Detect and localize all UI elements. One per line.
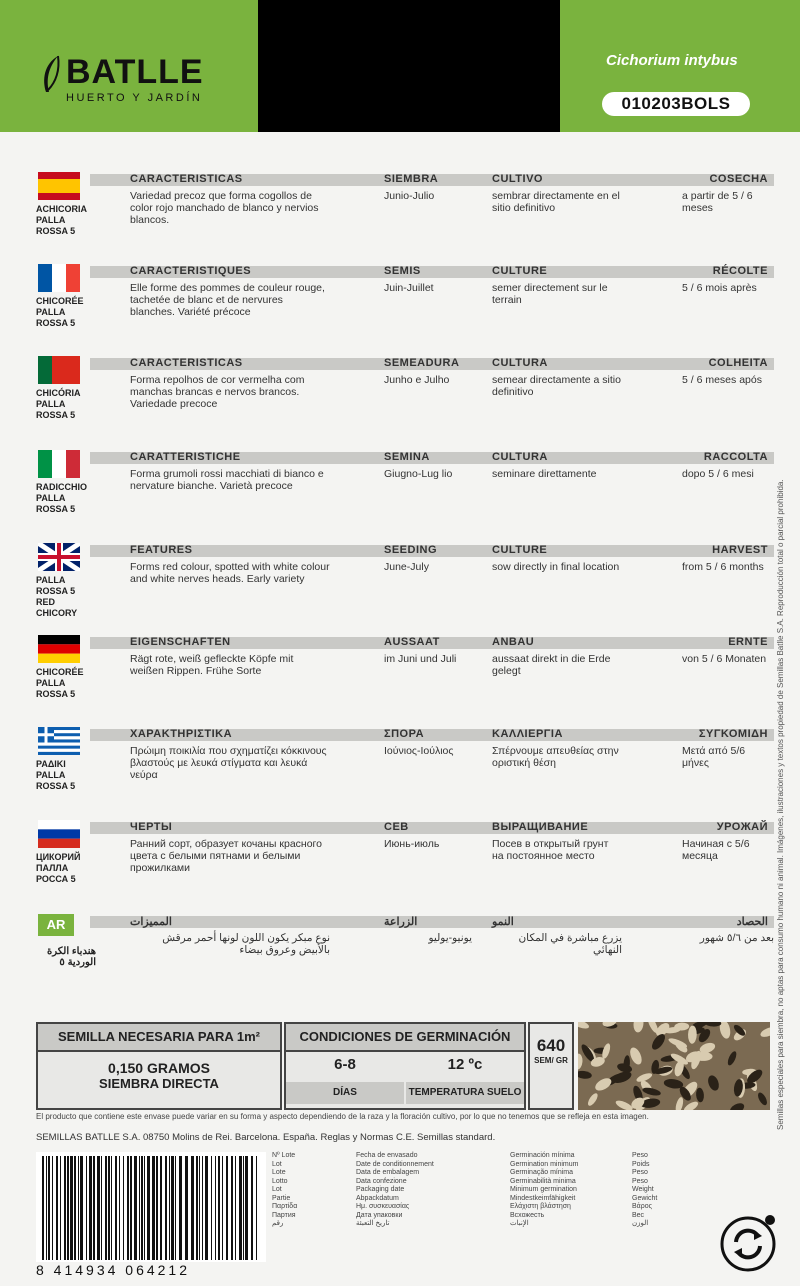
harvest-header: RÉCOLTE — [712, 265, 768, 277]
barcode-bar — [251, 1156, 253, 1260]
flag-pt-icon — [38, 356, 80, 384]
harvest-text: dopo 5 / 6 mesi — [682, 468, 754, 480]
flag-de-icon — [38, 635, 80, 663]
label-item: Παρτίδα — [272, 1203, 298, 1210]
features-header: CARACTERISTICAS — [130, 357, 243, 369]
sowing-box — [36, 1022, 282, 1110]
barcode-bar — [89, 1156, 92, 1260]
barcode-bar — [191, 1156, 194, 1260]
label-column — [632, 1152, 657, 1229]
flag-es-icon — [38, 172, 80, 200]
flag-gr-icon — [38, 727, 80, 755]
sowing-header: SEEDING — [384, 544, 438, 556]
barcode-bar — [111, 1156, 112, 1260]
barcode-bar — [93, 1156, 95, 1260]
barcode-bar — [156, 1156, 158, 1260]
product-name: CHICÓRIA PALLA ROSSA 5 — [36, 388, 81, 420]
barcode-bar — [144, 1156, 145, 1260]
label-item: Peso — [632, 1152, 648, 1159]
seeds-image — [578, 1022, 770, 1110]
features-text: Forma grumoli rossi macchiati di bianco e nervature bianche. Varietà precoce — [130, 468, 324, 492]
cultivation-header: CULTURA — [492, 451, 548, 463]
cultivation-header: CULTIVO — [492, 173, 543, 185]
seeds-per-gram-box — [528, 1022, 574, 1110]
side-legal-text: Semillas especiales para siembra, no aptas para consumo humano ni animal. Imágenes, ilustraciones y textos propiedad de Semillas Batlle S.A. Reproducción total o parcial prohibida. — [776, 479, 785, 1130]
features-header: CARATTERISTICHE — [130, 451, 241, 463]
cultivation-text: aussaat direkt in die Erde gelegt — [492, 653, 611, 677]
harvest-header: ΣΥΓΚΟΜΙΔΗ — [698, 728, 768, 740]
barcode-bar — [78, 1156, 79, 1260]
latin-name: Cichorium intybus — [606, 52, 738, 69]
seed — [578, 1022, 590, 1030]
barcode-bar — [171, 1156, 174, 1260]
barcode-bar — [119, 1156, 120, 1260]
features-text: Rägt rote, weiß gefleckte Köpfe mit weißen Rippen. Frühe Sorte — [130, 653, 294, 677]
cultivation-text: Σπέρνουμε απευθείας στην οριστική θέση — [492, 745, 619, 769]
label-item: رقم — [272, 1220, 284, 1227]
sowing-text: Junio-Julio — [384, 190, 435, 202]
barcode-bar — [115, 1156, 117, 1260]
language-section-es — [34, 172, 774, 262]
barcode-bar — [245, 1156, 248, 1260]
sowing-method: SIEMBRA DIRECTA — [99, 1076, 219, 1091]
cultivation-text: semer directement sur le terrain — [492, 282, 608, 306]
cultivation-text: seminare direttamente — [492, 468, 597, 480]
label-item: Germinación mínima — [510, 1152, 575, 1159]
leaf-icon — [40, 54, 62, 96]
label-item: Всхожесть — [510, 1211, 545, 1219]
label-item: Abpackdatum — [356, 1194, 399, 1202]
cultivation-header: ΚΑΛΛΙΕΡΓΙΑ — [492, 728, 563, 740]
product-name: ΡΑΔΙΚΙ PALLA ROSSA 5 — [36, 759, 76, 791]
brand-name: BATLLE — [66, 53, 204, 91]
flag-fr-icon — [38, 264, 80, 292]
cultivation-text: Посев в открытый грунт на постоянное место — [492, 838, 609, 862]
harvest-header: الحصاد — [736, 916, 768, 928]
seed — [682, 1100, 699, 1110]
label-item: Germinação mínima — [510, 1169, 574, 1176]
seed — [628, 1046, 644, 1066]
barcode-bar — [165, 1156, 167, 1260]
harvest-header: УРОЖАЙ — [716, 821, 768, 833]
cultivation-header: CULTURE — [492, 265, 548, 277]
seed — [633, 1022, 645, 1033]
barcode-bar — [141, 1156, 143, 1260]
barcode — [36, 1152, 266, 1262]
cultivation-text: sow directly in final location — [492, 561, 620, 573]
harvest-text: Μετά από 5/6 μήνες — [682, 745, 746, 769]
language-section-gr — [34, 727, 774, 817]
sowing-header: SEMIS — [384, 265, 421, 277]
seed — [756, 1091, 769, 1106]
sowing-header: SIEMBRA — [384, 173, 439, 185]
barcode-bar — [80, 1156, 83, 1260]
barcode-bar — [211, 1156, 212, 1260]
features-header: CARACTERISTICAS — [130, 173, 243, 185]
product-name: هندباء الكرة الوردية ٥ — [47, 946, 96, 968]
sowing-text: im Juni und Juli — [384, 653, 457, 665]
label-item: Data confezione — [356, 1177, 407, 1185]
features-text: Forms red colour, spotted with white colour and white nerves heads. Early variety — [130, 561, 330, 585]
cultivation-text: semear directamente a sitio definitivo — [492, 374, 621, 398]
barcode-bar — [134, 1156, 137, 1260]
label-item: Дата упаковки — [356, 1211, 403, 1219]
germination-title: CONDICIONES DE GERMINACIÓN — [286, 1024, 524, 1052]
features-text: نوع مبكر يكون اللون لونها أحمر مرقش بالأبيض وعروق بيضاء — [162, 932, 330, 956]
barcode-bar — [64, 1156, 66, 1260]
barcode-bar — [70, 1156, 73, 1260]
days-label: DÍAS — [286, 1082, 404, 1104]
seed — [728, 1101, 746, 1110]
barcode-bar — [205, 1156, 208, 1260]
barcode-bar — [235, 1156, 236, 1260]
label-item: Poids — [632, 1160, 650, 1168]
seed — [578, 1053, 583, 1070]
barcode-bar — [226, 1156, 228, 1260]
features-text: Ранний сорт, образует кочаны красного цвета с белыми пятнами и белыми прожилками — [130, 838, 322, 874]
label-item: Data de embalagem — [356, 1169, 420, 1176]
label-item: Lot — [272, 1186, 282, 1193]
barcode-bar — [152, 1156, 155, 1260]
flag-ru-icon — [38, 820, 80, 848]
seed — [578, 1070, 592, 1080]
cultivation-text: يزرع مباشرة في المكان النهائي — [518, 932, 622, 956]
features-text: Πρώιμη ποικιλία που σχηματίζει κόκκινους βλαστούς με λευκά στίγματα και λευκά νεύρα — [130, 745, 327, 781]
harvest-text: 5 / 6 meses após — [682, 374, 762, 386]
barcode-bar — [101, 1156, 102, 1260]
sowing-text: Июнь-июль — [384, 838, 440, 850]
product-photo-area — [258, 0, 560, 132]
seeds-per-gram-unit: SEM/ GR — [534, 1056, 568, 1065]
harvest-text: a partir de 5 / 6 meses — [682, 190, 753, 214]
harvest-text: 5 / 6 mois après — [682, 282, 757, 294]
barcode-bar — [147, 1156, 150, 1260]
harvest-text: from 5 / 6 months — [682, 561, 764, 573]
product-name: ЦИКОРИЙ ПАЛЛА РОССА 5 — [36, 852, 81, 884]
label-item: Вес — [632, 1211, 645, 1219]
label-item: Germination minimum — [510, 1160, 579, 1168]
cultivation-text: sembrar directamente en el sitio definitivo — [492, 190, 620, 214]
harvest-header: COSECHA — [709, 173, 768, 185]
product-name: CHICORÉE PALLA ROSSA 5 — [36, 296, 84, 328]
features-header: FEATURES — [130, 544, 193, 556]
footer-note: El producto que contiene este envase puede variar en su forma y aspecto dependiendo de la raza y la floración cultivo, por lo que no tenemos que se refleja en esta imagen. — [36, 1112, 649, 1121]
sowing-header: AUSSAAT — [384, 636, 440, 648]
cultivation-header: CULTURE — [492, 544, 548, 556]
label-item: Peso — [632, 1169, 648, 1176]
product-name: PALLA ROSSA 5 RED CHICORY — [36, 575, 78, 618]
barcode-bar — [42, 1156, 44, 1260]
company-address: SEMILLAS BATLLE S.A. 08750 Molins de Rei. Barcelona. España. Reglas y Normas C.E. Semillas standard. — [36, 1132, 496, 1143]
barcode-bar — [67, 1156, 69, 1260]
label-item: Minimum germination — [510, 1186, 577, 1193]
sowing-header: SEMINA — [384, 451, 430, 463]
label-item: Ελάχιστη βλάστηση — [510, 1203, 571, 1210]
label-item: Lot — [272, 1160, 282, 1168]
sowing-amount: 0,150 GRAMOS — [108, 1060, 210, 1076]
label-item: Βάρος — [632, 1203, 652, 1210]
label-item: Mindestkeimfähigkeit — [510, 1194, 576, 1202]
sowing-text: يونيو-يوليو — [428, 932, 472, 944]
barcode-bar — [185, 1156, 188, 1260]
harvest-header: COLHEITA — [708, 357, 768, 369]
label-item: Packaging date — [356, 1186, 405, 1193]
barcode-bar — [46, 1156, 47, 1260]
label-item: تاريخ التعبئة — [356, 1220, 390, 1227]
seed — [705, 1022, 721, 1027]
sowing-title: SEMILLA NECESARIA PARA 1m² — [38, 1024, 280, 1052]
harvest-header: HARVEST — [712, 544, 768, 556]
barcode-bar — [105, 1156, 107, 1260]
header-band — [90, 822, 774, 834]
features-header: ЧЕРТЫ — [130, 821, 173, 833]
brand-subtitle: HUERTO Y JARDÍN — [66, 92, 203, 104]
barcode-bar — [202, 1156, 203, 1260]
barcode-bar — [169, 1156, 170, 1260]
barcode-bar — [52, 1156, 53, 1260]
flag-en-icon — [38, 543, 80, 571]
language-section-de — [34, 635, 774, 725]
label-item: Партия — [272, 1211, 296, 1219]
label-item: الإنبات — [510, 1220, 529, 1227]
seed — [674, 1096, 684, 1110]
cultivation-header: ВЫРАЩИВАНИЕ — [492, 821, 589, 833]
language-section-ar — [34, 914, 774, 1004]
barcode-bar — [56, 1156, 58, 1260]
label-item: Fecha de envasado — [356, 1152, 418, 1159]
barcode-bar — [130, 1156, 132, 1260]
barcode-bar — [199, 1156, 200, 1260]
label-item: Peso — [632, 1177, 648, 1185]
label-column — [272, 1152, 297, 1229]
barcode-bar — [175, 1156, 176, 1260]
sowing-text: June-July — [384, 561, 429, 573]
germination-days: 6-8 — [334, 1056, 356, 1073]
seeds-photo — [578, 1022, 770, 1110]
barcode-bar — [239, 1156, 242, 1260]
label-item: Nº Lote — [272, 1152, 296, 1159]
features-text: Variedad precoz que forma cogollos de color rojo manchado de blanco y nervios blancos. — [130, 190, 319, 226]
features-text: Elle forme des pommes de couleur rouge, tachetée de blanc et de nervures blanches. Variété précoce — [130, 282, 325, 318]
barcode-bar — [127, 1156, 129, 1260]
seed — [759, 1025, 770, 1039]
barcode-bar — [243, 1156, 244, 1260]
product-code: 010203BOLS — [602, 92, 750, 116]
barcode-bar — [97, 1156, 100, 1260]
product-name: RADICCHIO PALLA ROSSA 5 — [36, 482, 87, 514]
label-item: Date de conditionnement — [356, 1160, 434, 1168]
barcode-bar — [48, 1156, 50, 1260]
barcode-bar — [196, 1156, 198, 1260]
germination-box — [284, 1022, 526, 1110]
barcode-bar — [231, 1156, 233, 1260]
label-item: الوزن — [632, 1220, 649, 1227]
language-section-pt — [34, 356, 774, 446]
barcode-bar — [60, 1156, 61, 1260]
harvest-text: von 5 / 6 Monaten — [682, 653, 767, 665]
barcode-bar — [215, 1156, 216, 1260]
seed — [696, 1087, 705, 1102]
language-section-it — [34, 450, 774, 540]
cultivation-header: CULTURA — [492, 357, 548, 369]
language-badge: AR — [38, 914, 74, 936]
germination-temp: 12 ºc — [447, 1056, 483, 1073]
package-header — [0, 0, 800, 132]
barcode-bar — [139, 1156, 140, 1260]
features-text: Forma repolhos de cor vermelha com manchas brancas e nervos brancos. Variedade precoce — [130, 374, 305, 410]
barcode-bar — [179, 1156, 182, 1260]
label-item: Germinabilità minima — [510, 1177, 576, 1185]
label-column — [510, 1152, 578, 1229]
label-item: Ημ. συσκευασίας — [356, 1203, 410, 1210]
cultivation-header: النمو — [492, 916, 514, 928]
barcode-bar — [86, 1156, 87, 1260]
features-header: EIGENSCHAFTEN — [130, 636, 231, 648]
seeds-per-gram-value: 640 — [536, 1036, 566, 1055]
sowing-header: الزراعة — [384, 916, 418, 928]
sowing-text: Ιούνιος-Ιούλιος — [384, 745, 454, 757]
harvest-text: بعد من ٥/٦ شهور — [699, 932, 774, 944]
seed — [614, 1099, 634, 1110]
features-header: المميزات — [130, 916, 172, 928]
label-item: Weight — [632, 1186, 654, 1193]
harvest-header: RACCOLTA — [703, 451, 768, 463]
features-header: ΧΑΡΑΚΤΗΡΙΣΤΙΚΑ — [130, 728, 233, 740]
label-column — [356, 1152, 434, 1229]
flag-it-icon — [38, 450, 80, 478]
language-section-fr — [34, 264, 774, 354]
label-item: Lotto — [272, 1177, 288, 1185]
harvest-text: Начиная с 5/6 месяца — [682, 838, 750, 862]
sowing-text: Junho e Julho — [384, 374, 450, 386]
label-item: Partie — [272, 1194, 291, 1202]
seed — [726, 1050, 738, 1067]
sowing-header: SEMEADURA — [384, 357, 460, 369]
recycle-icon — [718, 1212, 780, 1274]
language-section-en — [34, 543, 774, 633]
sowing-text: Giugno-Lug lio — [384, 468, 453, 480]
barcode-bar — [123, 1156, 124, 1260]
language-section-ru — [34, 820, 774, 910]
barcode-bar — [256, 1156, 257, 1260]
header-band — [90, 916, 774, 928]
barcode-bar — [218, 1156, 220, 1260]
sowing-header: ΣΠΟΡΑ — [384, 728, 425, 740]
label-item: Lote — [272, 1169, 286, 1176]
seed — [586, 1092, 599, 1107]
seed — [706, 1074, 721, 1092]
sowing-text: Juin-Juillet — [384, 282, 434, 294]
cultivation-header: ANBAU — [492, 636, 535, 648]
barcode-bar — [222, 1156, 223, 1260]
barcode-bar — [108, 1156, 110, 1260]
barcode-number: 8 414934 064212 — [36, 1262, 190, 1278]
temp-label: TEMPERATURA SUELO — [406, 1082, 524, 1104]
features-header: CARACTERISTIQUES — [130, 265, 252, 277]
label-item: Gewicht — [632, 1194, 658, 1202]
product-name: CHICORÉE PALLA ROSSA 5 — [36, 667, 84, 699]
product-name: ACHICORIA PALLA ROSSA 5 — [36, 204, 87, 236]
barcode-bar — [160, 1156, 162, 1260]
harvest-header: ERNTE — [728, 636, 768, 648]
barcode-bar — [74, 1156, 76, 1260]
sowing-header: СЕВ — [384, 821, 409, 833]
